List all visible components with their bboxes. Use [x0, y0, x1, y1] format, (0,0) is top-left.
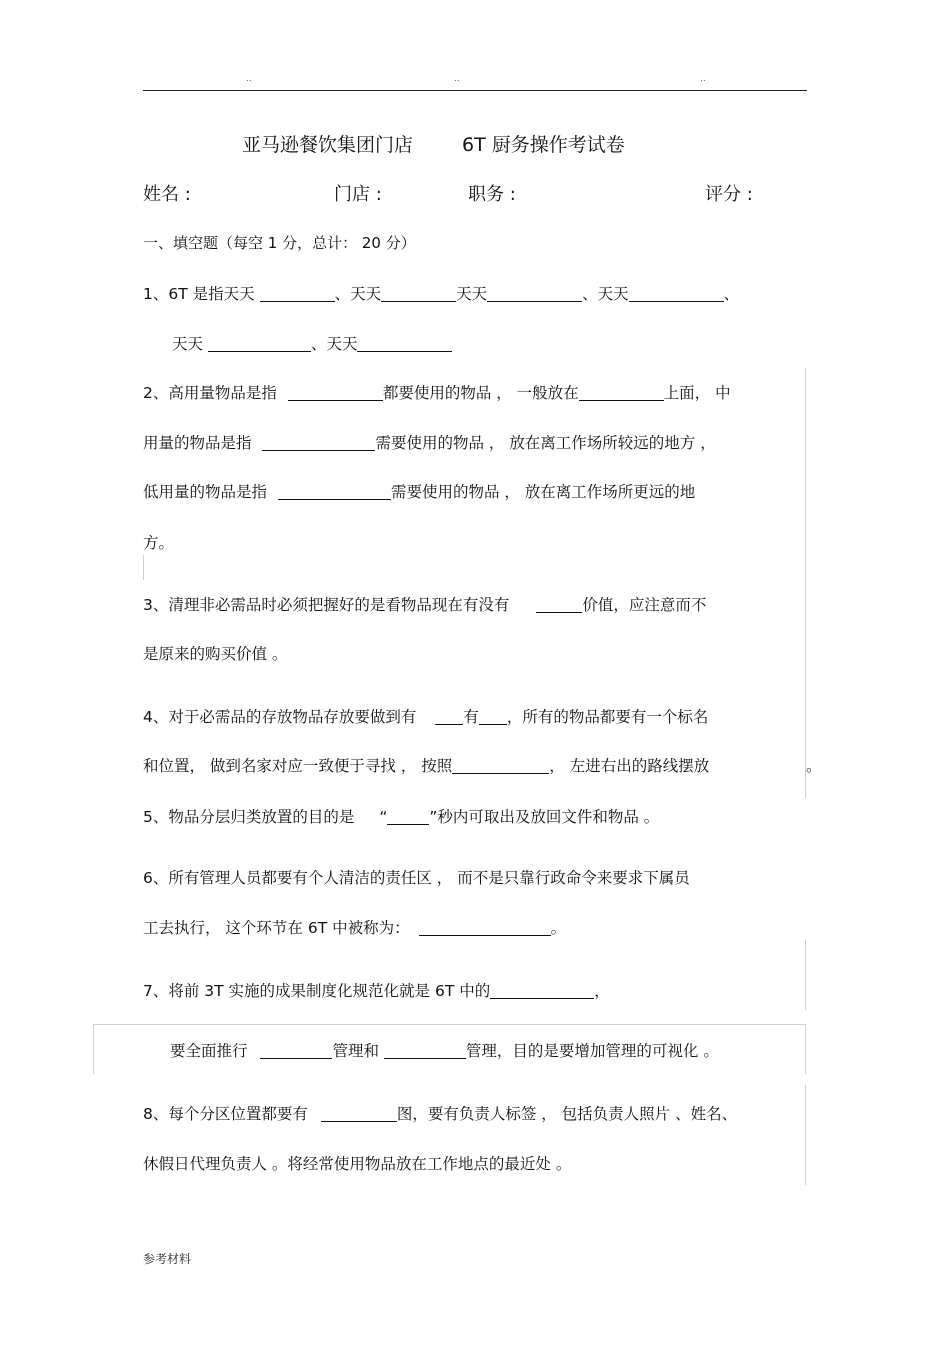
question-3-line-2 — [143, 643, 287, 665]
header-rule — [143, 90, 807, 91]
q6-blank-1[interactable] — [419, 919, 551, 936]
header-dots-3: .. — [700, 74, 706, 84]
question-2-line-2 — [143, 432, 716, 454]
q1-text-b: 、天天 — [334, 285, 382, 303]
q4-text-e: ， 左进右出的路线摆放 — [549, 757, 710, 775]
score-label: 评分 : — [705, 184, 753, 205]
header-dots-2: .. — [454, 74, 460, 84]
q1-text-g: 、天天 — [310, 335, 358, 353]
q7-text-a: 7、将前 3T 实施的成果制度化规范化就是 6T 中的 — [143, 982, 491, 1000]
footer-note: 参考材料 — [143, 1252, 192, 1266]
frame-right-1 — [805, 368, 806, 798]
question-2-line-4 — [143, 532, 174, 554]
q7-blank-2[interactable] — [260, 1042, 332, 1059]
q2-text-b: 都要使用的物品 ， 一般放在 — [382, 384, 579, 402]
question-4-line-2 — [143, 755, 709, 777]
question-3-line-1 — [143, 594, 706, 616]
q1-text-d: 、天天 — [582, 285, 629, 303]
q2-text-g: 需要使用的物品 ， 放在离工作场所更远的地 — [390, 483, 696, 501]
frame-left-1 — [143, 555, 144, 580]
q1-text-e: 、 — [723, 285, 740, 303]
q8-text-a: 8、每个分区位置都要有 — [143, 1105, 308, 1123]
store-label: 门店 : — [334, 184, 382, 205]
q5-text-a: 5、物品分层归类放置的目的是 — [143, 808, 355, 826]
q2-blank-1[interactable] — [288, 384, 383, 401]
question-6-line-2 — [143, 917, 566, 939]
q7-text-c: 要全面推行 — [170, 1042, 248, 1060]
q2-text-d: 用量的物品是指 — [143, 434, 252, 452]
q6-text-b: 工去执行， 这个环节在 6T 中被称为： — [143, 919, 410, 937]
q1-blank-3[interactable] — [487, 285, 582, 302]
q5-text-b: “ — [379, 808, 388, 826]
q3-text-c: 是原来的购买价值 。 — [143, 645, 288, 663]
q4-text-b: 有 — [463, 708, 479, 726]
q3-blank-1[interactable] — [536, 596, 582, 613]
question-2-line-1 — [143, 382, 731, 404]
question-8-line-2 — [143, 1153, 571, 1175]
q1-blank-1[interactable] — [260, 285, 335, 302]
frame-right-q7 — [805, 1024, 806, 1074]
question-1-line-2 — [172, 333, 452, 355]
q4-text-d: 和位置， 做到名家对应一致便于寻找 ， 按照 — [143, 757, 453, 775]
q1-blank-4[interactable] — [629, 285, 724, 302]
q4-text-c: ，所有的物品都要有一个标名 — [506, 708, 709, 726]
q1-blank-5[interactable] — [208, 335, 311, 352]
q1-text-c: 天天 — [456, 285, 488, 303]
q4-blank-3[interactable] — [452, 757, 549, 774]
q4-text-f: 。 — [806, 757, 822, 775]
q7-blank-1[interactable] — [490, 982, 594, 999]
q6-text-a: 6、所有管理人员都要有个人清洁的责任区 ， 而不是只靠行政命令来要求下属员 — [143, 869, 690, 887]
q8-text-b: 图，要有负责人标签 ， 包括负责人照片 、姓名、 — [396, 1105, 738, 1123]
question-1-line-1 — [143, 283, 739, 305]
name-label: 姓名 : — [143, 184, 191, 205]
q7-text-b: ， — [594, 982, 610, 1000]
q4-blank-2[interactable] — [479, 708, 507, 725]
q1-blank-2[interactable] — [381, 285, 456, 302]
q2-blank-4[interactable] — [278, 483, 391, 500]
q2-text-e: 需要使用的物品 ， 放在离工作场所较远的地方 ， — [375, 434, 716, 452]
q2-text-c: 上面， 中 — [663, 384, 731, 402]
frame-left-q7 — [93, 1024, 94, 1074]
q1-blank-6[interactable] — [357, 335, 452, 352]
question-8-line-1 — [143, 1103, 737, 1125]
q2-blank-3[interactable] — [262, 434, 375, 451]
question-7-line-1 — [143, 980, 610, 1002]
question-6-line-1 — [143, 867, 690, 889]
section-heading: 一、填空题（每空 1 分，总计： 20 分） — [143, 234, 416, 252]
position-label: 职务 : — [468, 184, 516, 205]
q2-text-a: 2、高用量物品是指 — [143, 384, 277, 402]
q7-text-e: 管理，目的是要增加管理的可视化 。 — [465, 1042, 719, 1060]
q7-blank-3[interactable] — [384, 1042, 466, 1059]
q2-text-f: 低用量的物品是指 — [143, 483, 268, 501]
header-dots-1: .. — [246, 74, 252, 84]
question-4-line-1 — [143, 706, 708, 728]
q5-text-c: ”秒内可取出及放回文件和物品 。 — [429, 808, 660, 826]
q5-blank-1[interactable] — [387, 808, 429, 825]
q6-text-c: 。 — [550, 919, 567, 937]
title-right: 6T 厨务操作考试卷 — [462, 134, 625, 156]
q2-text-h: 方。 — [143, 534, 175, 552]
q7-text-d: 管理和 — [332, 1042, 379, 1060]
q3-text-b: 价值，应注意而不 — [582, 596, 707, 614]
q2-blank-2[interactable] — [579, 384, 664, 401]
q4-blank-1[interactable] — [435, 708, 463, 725]
q4-text-a: 4、对于必需品的存放物品存放要做到有 — [143, 708, 417, 726]
question-2-line-3 — [143, 481, 695, 503]
frame-top-q7 — [93, 1024, 805, 1025]
q8-text-c: 休假日代理负责人 。将经常使用物品放在工作地点的最近处 。 — [143, 1155, 572, 1173]
frame-right-2 — [805, 940, 806, 1010]
q3-text-a: 3、清理非必需品时必须把握好的是看物品现在有没有 — [143, 596, 510, 614]
question-7-line-2 — [170, 1040, 719, 1062]
title-left: 亚马逊餐饮集团门店 — [242, 134, 414, 156]
frame-right-3 — [805, 1085, 806, 1185]
q1-text-a: 1、6T 是指天天 — [143, 285, 255, 303]
question-5-line-1 — [143, 806, 659, 828]
q1-text-f: 天天 — [172, 335, 204, 353]
q8-blank-1[interactable] — [321, 1105, 397, 1122]
